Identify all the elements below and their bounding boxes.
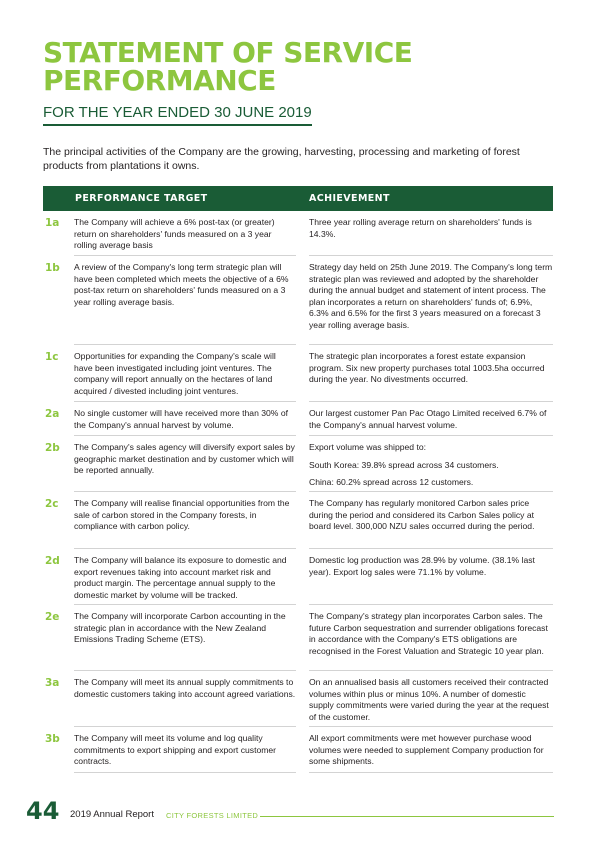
achievement-text: Our largest customer Pan Pac Otago Limited received 6.7% of the Company's annual harvest volume. bbox=[309, 408, 547, 430]
page-footer bbox=[26, 797, 554, 827]
row-achievement bbox=[309, 442, 553, 489]
row-number: 1b bbox=[45, 262, 60, 274]
row-target: No single customer will have received more than 30% of the Company's annual harvest by volume. bbox=[74, 408, 288, 430]
row-divider bbox=[309, 772, 553, 773]
row-number: 3b bbox=[45, 733, 60, 745]
achievement-text: The strategic plan incorporates a forest estate expansion program. Six new property purchases total 1003.5ha occurred during the year. No divestments occurred. bbox=[309, 351, 545, 384]
row-number: 3a bbox=[45, 677, 60, 689]
company-name: CITY FORESTS LIMITED bbox=[166, 810, 259, 820]
table-header bbox=[43, 186, 553, 211]
achievement-text: Strategy day held on 25th June 2019. The Company's long term strategic plan was reviewed and adopted by the shareholder during the annual budget and statement of intent process. The plan incorporates a return on shareholders' funds of; 6.9%, 6.3% and 6.5% for the first 3 years measured on a forecast 3 year rolling average basis. bbox=[309, 262, 553, 330]
row-number: 1a bbox=[45, 217, 60, 229]
row-target: The Company will meet its volume and log quality commitments to export shipping and export customer contracts. bbox=[74, 733, 277, 766]
row-achievement bbox=[309, 611, 553, 657]
row-target: The Company will realise financial opportunities from the sale of carbon stored in the Company forests, in compliance with carbon policy. bbox=[74, 498, 290, 531]
achievement-text: Domestic log production was 28.9% by volume. (38.1% last year). Export log sales were 71.1% by volume. bbox=[309, 555, 535, 577]
page-subtitle: FOR THE YEAR ENDED 30 JUNE 2019 bbox=[43, 104, 312, 126]
row-number: 2a bbox=[45, 408, 60, 420]
row-achievement bbox=[309, 217, 553, 240]
table-row bbox=[43, 605, 553, 671]
row-target: The Company will meet its annual supply commitments to domestic customers taking into account agreed variations. bbox=[74, 677, 296, 699]
row-divider bbox=[74, 772, 296, 773]
achievement-text: China: 60.2% spread across 12 customers. bbox=[309, 477, 474, 487]
achievement-text: The Company has regularly monitored Carbon sales price during the period and considered its Carbon Sales policy at board level. 300,000 NZU sales occurred during the period. bbox=[309, 498, 535, 531]
achievement-text: On an annualised basis all customers received their contracted volumes within plus or minus 10%. A number of domestic supply commitments were varied during the year at the request of the customer. bbox=[309, 677, 549, 722]
table-row bbox=[43, 727, 553, 773]
table-row bbox=[43, 256, 553, 345]
row-achievement bbox=[309, 677, 553, 723]
footer-rule bbox=[260, 816, 554, 817]
row-number: 2d bbox=[45, 555, 60, 567]
performance-table bbox=[43, 186, 553, 773]
table-row bbox=[43, 211, 553, 256]
row-target: Opportunities for expanding the Company's scale will have been investigated including joint ventures. The company will report annually on the hectares of land acquired / divested including joint ventures. bbox=[74, 351, 276, 396]
header-achievement: ACHIEVEMENT bbox=[309, 193, 390, 204]
achievement-text: All export commitments were met however purchase wood volumes were needed to supplement Company production for some shipments. bbox=[309, 733, 544, 766]
table-row bbox=[43, 671, 553, 727]
table-row bbox=[43, 549, 553, 605]
row-number: 2e bbox=[45, 611, 60, 623]
row-number: 1c bbox=[45, 351, 59, 363]
table-row bbox=[43, 345, 553, 402]
row-achievement bbox=[309, 408, 553, 431]
row-target: The Company will incorporate Carbon accounting in the strategic plan in accordance with the New Zealand Emissions Trading Scheme (ETS). bbox=[74, 611, 286, 644]
achievement-text: South Korea: 39.8% spread across 34 customers. bbox=[309, 459, 499, 470]
row-number: 2b bbox=[45, 442, 60, 454]
achievement-text: Export volume was shipped to: bbox=[309, 442, 427, 452]
row-target: A review of the Company's long term strategic plan will have been completed which meets the objective of a 6% post-tax return on shareholders' funds measured on a 3 year rolling average basis. bbox=[74, 262, 289, 307]
table-row bbox=[43, 492, 553, 549]
row-achievement bbox=[309, 498, 553, 533]
page-title: STATEMENT OF SERVICE PERFORMANCE bbox=[43, 36, 413, 97]
table-row bbox=[43, 436, 553, 492]
row-target: The Company will achieve a 6% post-tax (or greater) return on shareholders' funds measured on a 3 year rolling average basis bbox=[74, 217, 275, 250]
row-achievement bbox=[309, 351, 553, 386]
achievement-text: The Company's strategy plan incorporates Carbon sales. The future Carbon sequestration and surrender obligations forecast in accordance with the Company's ETS obligations are recognised in the Forest Valuation and Strategic 10 year plan. bbox=[309, 611, 548, 656]
row-target: The Company will balance its exposure to domestic and export revenues taking into account market risk and product margin. The percentage annual supply to the domestic market by volume will be tracked. bbox=[74, 555, 287, 600]
row-achievement bbox=[309, 262, 553, 331]
achievement-text: Three year rolling average return on shareholders' funds is 14.3%. bbox=[309, 217, 532, 239]
report-name: 2019 Annual Report bbox=[70, 809, 154, 820]
header-performance-target: PERFORMANCE TARGET bbox=[75, 193, 208, 204]
row-target: The Company's sales agency will diversify export sales by geographic market destination and by customer which will be reported annually. bbox=[74, 442, 295, 475]
intro-paragraph: The principal activities of the Company are the growing, harvesting, processing and marketing of forest products from plantations it owns. bbox=[43, 146, 520, 172]
row-achievement bbox=[309, 555, 553, 578]
table-row bbox=[43, 402, 553, 436]
row-achievement bbox=[309, 733, 553, 768]
row-number: 2c bbox=[45, 498, 59, 510]
page-number: 44 bbox=[26, 797, 60, 825]
